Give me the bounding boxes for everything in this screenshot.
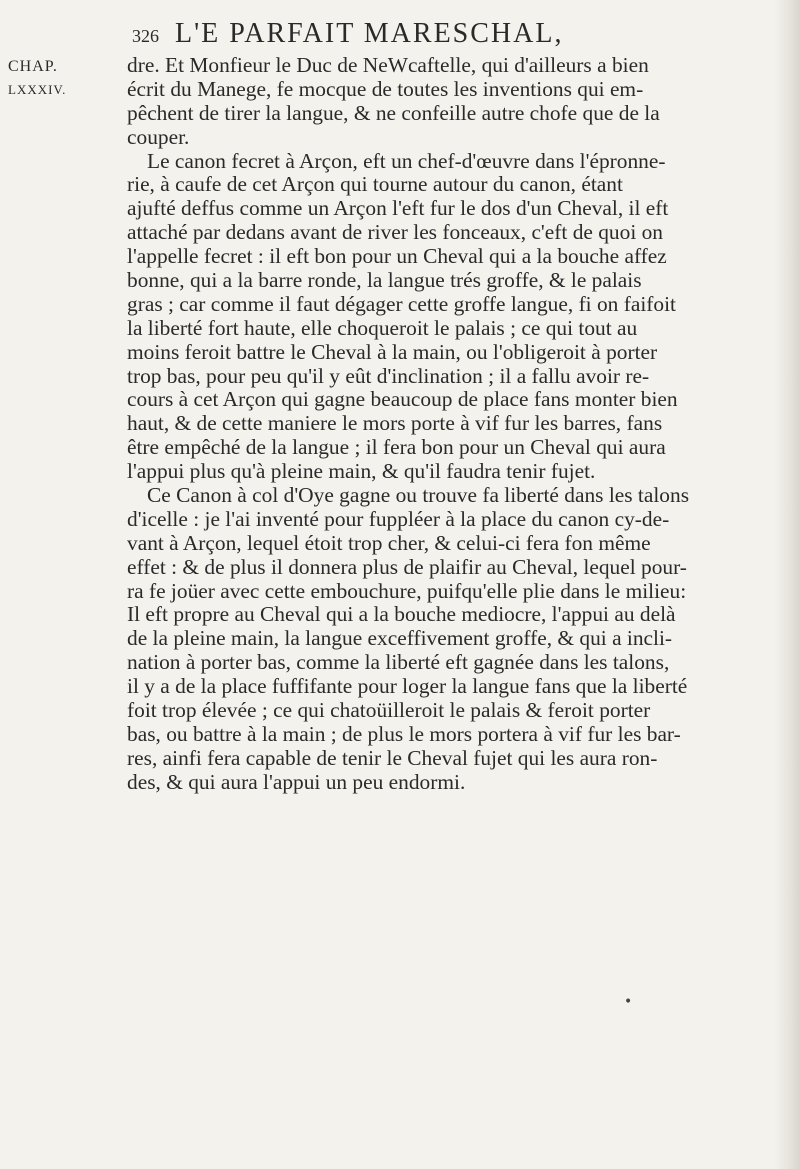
text-line: nation à porter bas, comme la liberté eft gagnée dans les talons, [127,650,670,675]
text-line: il y a de la place fuffifante pour loger la langue fans que la liberté [127,674,688,699]
margin-chapter-number: LXXXIV. [8,82,67,97]
text-line: attaché par dedans avant de river les fonceaux, c'eft de quoi on [127,220,663,245]
page-edge-shadow [774,0,800,1169]
margin-chapter-label: CHAP. [8,58,58,75]
text-line: bonne, qui a la barre ronde, la langue trés groffe, & le palais [127,268,642,293]
text-line: ra fe joüer avec cette embouchure, puifqu'elle plie dans le milieu: [127,578,687,603]
stray-ink-mark: • [624,994,633,1010]
text-line: vant à Arçon, lequel étoit trop cher, & celui-ci fera fon même [127,530,651,555]
page-number: 326 [132,26,159,46]
text-line: dre. Et Monfieur le Duc de NeWcaftelle, qui d'ailleurs a bien [127,53,649,77]
text-line: rie, à caufe de cet Arçon qui tourne autour du canon, étant [127,172,623,197]
text-line: de la pleine main, la langue exceffivement groffe, & qui a incli- [127,626,673,651]
text-line: être empêché de la langue ; il fera bon pour un Cheval qui aura [127,435,666,460]
text-line: effet : & de plus il donnera plus de plaifir au Cheval, lequel pour- [127,554,687,579]
text-line: cours à cet Arçon qui gagne beaucoup de place fans monter bien [127,387,678,412]
text-line: Ce Canon à col d'Oye gagne ou trouve fa liberté dans les talons [147,483,690,508]
text-line: gras ; car comme il faut dégager cette groffe langue, fi on faifoit [127,291,676,316]
text-line: l'appelle fecret : il eft bon pour un Cheval qui a la bouche affez [127,244,667,269]
text-line: l'appui plus qu'à pleine main, & qu'il faudra tenir fujet. [127,459,596,484]
text-line: couper. [127,124,190,149]
running-header [132,18,563,50]
text-line: Le canon fecret à Arçon, eft un chef-d'œuvre dans l'épronne- [147,148,666,173]
text-line: foit trop élevée ; ce qui chatoüilleroit le palais & feroit porter [127,698,651,723]
text-line: pêchent de tirer la langue, & ne confeille autre chofe que de la [127,100,660,125]
text-line: trop bas, pour peu qu'il y eût d'inclination ; il a fallu avoir re- [127,363,650,388]
text-line: écrit du Manege, fe mocque de toutes les inventions qui em- [127,76,644,101]
text-line: res, ainfi fera capable de tenir le Cheval fujet qui les aura ron- [127,745,658,770]
body-text [127,54,777,795]
text-line: des, & qui aura l'appui un peu endormi. [127,769,466,794]
running-title: L'E PARFAIT MARESCHAL, [175,18,564,49]
text-line: la liberté fort haute, elle choqueroit le palais ; ce qui tout au [127,315,638,340]
text-line: d'icelle : je l'ai inventé pour fuppléer à la place du canon cy-de- [127,506,670,531]
text-line: ajufté deffus comme un Arçon l'eft fur le dos d'un Cheval, il eft [127,196,669,221]
text-line: bas, ou battre à la main ; de plus le mors portera à vif fur les bar- [127,721,681,746]
text-line: haut, & de cette maniere le mors porte à vif fur les barres, fans [127,411,663,436]
text-line: Il eft propre au Cheval qui a la bouche mediocre, l'appui au delà [127,602,676,627]
text-line: moins feroit battre le Cheval à la main, ou l'obligeroit à porter [127,339,658,364]
